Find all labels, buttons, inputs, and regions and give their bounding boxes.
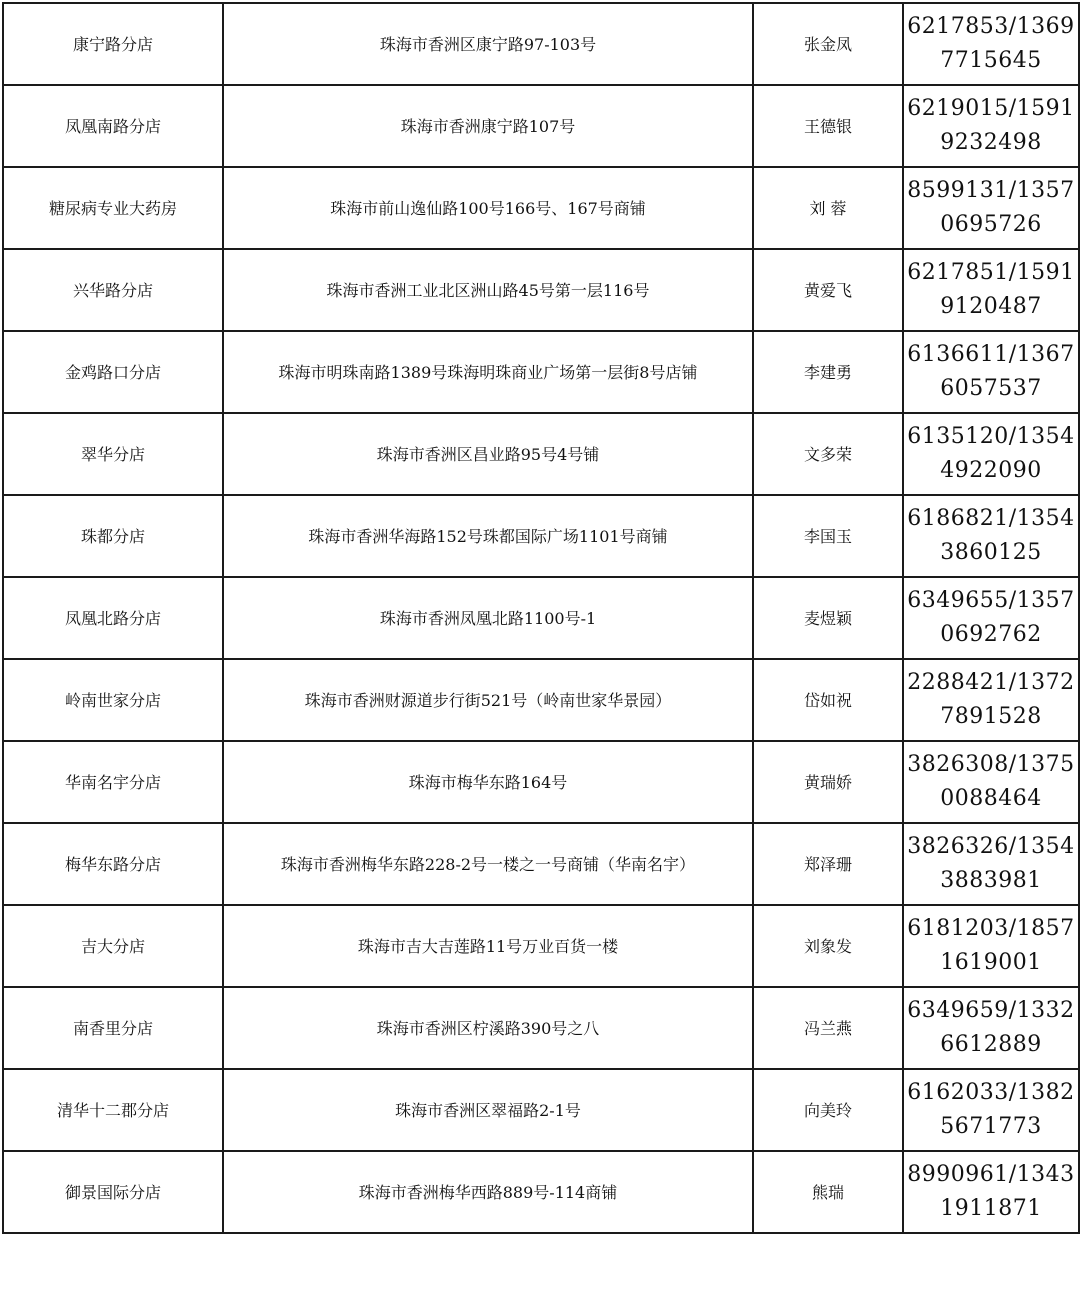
store-name-cell: 吉大分店 xyxy=(3,905,223,987)
store-phone-cell xyxy=(903,413,1079,495)
store-phone-line-2: 1619001 xyxy=(940,950,1042,975)
store-name-cell: 岭南世家分店 xyxy=(3,659,223,741)
store-list-table xyxy=(2,2,1080,1234)
store-contact-cell: 麦煜颖 xyxy=(753,577,903,659)
table-row xyxy=(3,85,1079,167)
store-name-cell: 翠华分店 xyxy=(3,413,223,495)
store-phone-line-1: 3826308/1375 xyxy=(907,752,1075,777)
store-name-cell: 御景国际分店 xyxy=(3,1151,223,1233)
store-name-cell: 金鸡路口分店 xyxy=(3,331,223,413)
table-row xyxy=(3,1151,1079,1233)
table-row xyxy=(3,823,1079,905)
store-contact-cell: 郑泽珊 xyxy=(753,823,903,905)
store-phone-line-1: 6219015/1591 xyxy=(907,96,1075,121)
table-row xyxy=(3,495,1079,577)
store-contact-cell: 冯兰燕 xyxy=(753,987,903,1069)
table-row xyxy=(3,577,1079,659)
store-address-cell: 珠海市香洲康宁路107号 xyxy=(223,85,753,167)
store-phone-line-2: 0692762 xyxy=(940,622,1042,647)
store-address-cell: 珠海市香洲华海路152号珠都国际广场1101号商铺 xyxy=(223,495,753,577)
store-phone-line-2: 6612889 xyxy=(940,1032,1042,1057)
store-name-cell: 糖尿病专业大药房 xyxy=(3,167,223,249)
store-contact-cell: 李建勇 xyxy=(753,331,903,413)
table-row xyxy=(3,741,1079,823)
store-rows xyxy=(3,3,1079,1233)
store-contact-cell: 文多荣 xyxy=(753,413,903,495)
store-phone-cell xyxy=(903,249,1079,331)
store-address-cell: 珠海市香洲财源道步行街521号（岭南世家华景园） xyxy=(223,659,753,741)
store-phone-cell xyxy=(903,659,1079,741)
store-contact-cell: 刘 蓉 xyxy=(753,167,903,249)
store-phone-line-2: 7715645 xyxy=(940,48,1042,73)
store-phone-line-1: 6217853/1369 xyxy=(907,14,1075,39)
store-phone-line-1: 6217851/1591 xyxy=(907,260,1075,285)
store-phone-cell xyxy=(903,85,1079,167)
store-address-cell: 珠海市梅华东路164号 xyxy=(223,741,753,823)
store-phone-cell xyxy=(903,1069,1079,1151)
store-contact-cell: 张金凤 xyxy=(753,3,903,85)
store-phone-line-1: 6136611/1367 xyxy=(907,342,1075,367)
store-address-cell: 珠海市香洲区翠福路2-1号 xyxy=(223,1069,753,1151)
store-name-cell: 兴华路分店 xyxy=(3,249,223,331)
store-name-cell: 珠都分店 xyxy=(3,495,223,577)
store-phone-line-2: 3860125 xyxy=(940,540,1042,565)
store-phone-line-2: 3883981 xyxy=(940,868,1042,893)
table-row xyxy=(3,987,1079,1069)
store-phone-line-2: 9120487 xyxy=(940,294,1042,319)
store-contact-cell: 刘象发 xyxy=(753,905,903,987)
store-phone-cell xyxy=(903,495,1079,577)
store-phone-line-2: 6057537 xyxy=(940,376,1042,401)
store-phone-line-1: 6135120/1354 xyxy=(907,424,1075,449)
store-name-cell: 凤凰南路分店 xyxy=(3,85,223,167)
store-name-cell: 康宁路分店 xyxy=(3,3,223,85)
table-row xyxy=(3,249,1079,331)
store-name-cell: 华南名宇分店 xyxy=(3,741,223,823)
store-address-cell: 珠海市香洲梅华西路889号-114商铺 xyxy=(223,1151,753,1233)
store-phone-line-1: 6162033/1382 xyxy=(907,1080,1075,1105)
store-phone-cell xyxy=(903,577,1079,659)
store-address-cell: 珠海市香洲区康宁路97-103号 xyxy=(223,3,753,85)
store-phone-line-2: 1911871 xyxy=(940,1196,1042,1221)
table-row xyxy=(3,1069,1079,1151)
store-phone-cell xyxy=(903,741,1079,823)
store-contact-cell: 向美玲 xyxy=(753,1069,903,1151)
store-phone-cell xyxy=(903,167,1079,249)
store-address-cell: 珠海市前山逸仙路100号166号、167号商铺 xyxy=(223,167,753,249)
store-contact-cell: 熊瑞 xyxy=(753,1151,903,1233)
store-address-cell: 珠海市明珠南路1389号珠海明珠商业广场第一层街8号店铺 xyxy=(223,331,753,413)
store-contact-cell: 黄瑞娇 xyxy=(753,741,903,823)
table-row xyxy=(3,905,1079,987)
store-phone-line-1: 6186821/1354 xyxy=(907,506,1075,531)
store-address-cell: 珠海市香洲凤凰北路1100号-1 xyxy=(223,577,753,659)
store-phone-line-2: 0088464 xyxy=(940,786,1042,811)
store-phone-cell xyxy=(903,3,1079,85)
store-phone-line-1: 6349655/1357 xyxy=(907,588,1075,613)
store-contact-cell: 黄爱飞 xyxy=(753,249,903,331)
store-address-cell: 珠海市香洲梅华东路228-2号一楼之一号商铺（华南名宇） xyxy=(223,823,753,905)
store-phone-cell xyxy=(903,987,1079,1069)
store-phone-cell xyxy=(903,1151,1079,1233)
store-phone-line-2: 9232498 xyxy=(940,130,1042,155)
store-name-cell: 南香里分店 xyxy=(3,987,223,1069)
store-name-cell: 清华十二郡分店 xyxy=(3,1069,223,1151)
store-name-cell: 凤凰北路分店 xyxy=(3,577,223,659)
table-row xyxy=(3,3,1079,85)
store-contact-cell: 王德银 xyxy=(753,85,903,167)
store-phone-line-1: 6349659/1332 xyxy=(907,998,1075,1023)
store-address-cell: 珠海市吉大吉莲路11号万业百货一楼 xyxy=(223,905,753,987)
store-phone-line-2: 0695726 xyxy=(940,212,1042,237)
store-contact-cell: 李国玉 xyxy=(753,495,903,577)
store-phone-cell xyxy=(903,905,1079,987)
store-phone-line-2: 7891528 xyxy=(940,704,1042,729)
store-address-cell: 珠海市香洲区柠溪路390号之八 xyxy=(223,987,753,1069)
store-phone-line-2: 4922090 xyxy=(940,458,1042,483)
store-address-cell: 珠海市香洲区昌业路95号4号铺 xyxy=(223,413,753,495)
store-phone-cell xyxy=(903,823,1079,905)
store-contact-cell: 岱如祝 xyxy=(753,659,903,741)
store-name-cell: 梅华东路分店 xyxy=(3,823,223,905)
table-row xyxy=(3,413,1079,495)
store-phone-line-2: 5671773 xyxy=(940,1114,1042,1139)
table-row xyxy=(3,167,1079,249)
table-row xyxy=(3,659,1079,741)
store-phone-line-1: 2288421/1372 xyxy=(907,670,1075,695)
store-phone-line-1: 8599131/1357 xyxy=(907,178,1075,203)
table-row xyxy=(3,331,1079,413)
store-phone-line-1: 6181203/1857 xyxy=(907,916,1075,941)
store-phone-cell xyxy=(903,331,1079,413)
store-phone-line-1: 8990961/1343 xyxy=(907,1162,1075,1187)
store-address-cell: 珠海市香洲工业北区洲山路45号第一层116号 xyxy=(223,249,753,331)
store-phone-line-1: 3826326/1354 xyxy=(907,834,1075,859)
